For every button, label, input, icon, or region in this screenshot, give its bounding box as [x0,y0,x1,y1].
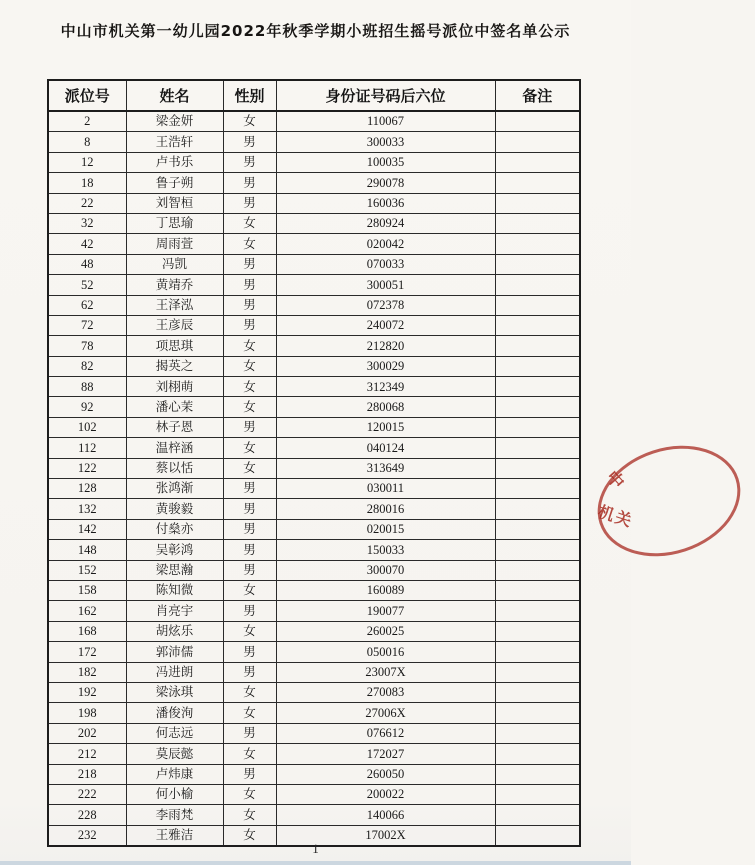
table-row [48,662,580,682]
cell-remark [495,173,580,193]
cell-name: 刘智桓 [126,193,223,213]
cell-name: 刘栩萌 [126,377,223,397]
cell-remark [495,784,580,804]
cell-gender: 男 [223,417,276,437]
table-row [48,336,580,356]
table-row [48,397,580,417]
table-row [48,193,580,213]
cell-lottery-number: 232 [48,825,126,846]
cell-gender: 男 [223,519,276,539]
table-row [48,540,580,560]
cell-name: 蔡以恬 [126,458,223,478]
cell-remark [495,438,580,458]
cell-lottery-number: 168 [48,621,126,641]
cell-id-last-six: 110067 [276,111,495,132]
cell-gender: 女 [223,703,276,723]
cell-name: 王雅洁 [126,825,223,846]
cell-gender: 男 [223,560,276,580]
cell-id-last-six: 070033 [276,254,495,274]
cell-name: 冯进朗 [126,662,223,682]
cell-remark [495,703,580,723]
cell-gender: 男 [223,723,276,743]
cell-remark [495,356,580,376]
cell-gender: 男 [223,315,276,335]
cell-remark [495,519,580,539]
table-row [48,132,580,152]
cell-remark [495,111,580,132]
cell-gender: 女 [223,111,276,132]
cell-id-last-six: 100035 [276,152,495,172]
cell-id-last-six: 260025 [276,621,495,641]
header-gender: 性别 [223,80,276,111]
cell-name: 冯凯 [126,254,223,274]
cell-name: 林子恩 [126,417,223,437]
cell-gender: 男 [223,132,276,152]
cell-lottery-number: 212 [48,744,126,764]
table-row [48,764,580,784]
cell-gender: 男 [223,499,276,519]
table-row [48,377,580,397]
cell-remark [495,377,580,397]
table-row [48,479,580,499]
table-row [48,601,580,621]
cell-id-last-six: 280016 [276,499,495,519]
table-row [48,642,580,662]
cell-remark [495,723,580,743]
cell-id-last-six: 150033 [276,540,495,560]
table-row [48,458,580,478]
cell-id-last-six: 050016 [276,642,495,662]
cell-id-last-six: 076612 [276,723,495,743]
cell-lottery-number: 92 [48,397,126,417]
cell-name: 陈知微 [126,580,223,600]
cell-name: 王彦辰 [126,315,223,335]
table-row [48,275,580,295]
cell-remark [495,479,580,499]
cell-lottery-number: 62 [48,295,126,315]
cell-gender: 女 [223,458,276,478]
cell-gender: 女 [223,213,276,233]
cell-gender: 男 [223,173,276,193]
cell-name: 卢书乐 [126,152,223,172]
cell-gender: 女 [223,336,276,356]
cell-lottery-number: 42 [48,234,126,254]
cell-lottery-number: 48 [48,254,126,274]
cell-remark [495,417,580,437]
cell-id-last-six: 160036 [276,193,495,213]
table-row [48,315,580,335]
cell-gender: 男 [223,479,276,499]
document-title: 中山市机关第一幼儿园2022年秋季学期小班招生摇号派位中签名单公示 [60,22,571,40]
cell-id-last-six: 280068 [276,397,495,417]
cell-name: 温梓涵 [126,438,223,458]
cell-id-last-six: 23007X [276,662,495,682]
cell-gender: 女 [223,397,276,417]
cell-name: 潘心茉 [126,397,223,417]
cell-lottery-number: 122 [48,458,126,478]
cell-id-last-six: 312349 [276,377,495,397]
header-lottery-number: 派位号 [48,80,126,111]
cell-lottery-number: 152 [48,560,126,580]
cell-gender: 女 [223,234,276,254]
cell-remark [495,580,580,600]
cell-gender: 女 [223,744,276,764]
cell-gender: 男 [223,254,276,274]
table-row [48,295,580,315]
cell-id-last-six: 280924 [276,213,495,233]
cell-id-last-six: 290078 [276,173,495,193]
cell-remark [495,662,580,682]
cell-remark [495,295,580,315]
cell-remark [495,315,580,335]
cell-name: 吴彰鸿 [126,540,223,560]
red-seal-text-top: 中 [601,467,628,494]
table-row [48,723,580,743]
cell-gender: 男 [223,642,276,662]
cell-name: 揭英之 [126,356,223,376]
cell-name: 莫辰懿 [126,744,223,764]
cell-remark [495,397,580,417]
cell-remark [495,764,580,784]
cell-id-last-six: 120015 [276,417,495,437]
table-row [48,560,580,580]
table-row [48,356,580,376]
cell-id-last-six: 300051 [276,275,495,295]
cell-id-last-six: 140066 [276,805,495,825]
cell-lottery-number: 132 [48,499,126,519]
cell-lottery-number: 8 [48,132,126,152]
cell-lottery-number: 52 [48,275,126,295]
cell-id-last-six: 020042 [276,234,495,254]
cell-name: 梁泳琪 [126,682,223,702]
cell-name: 周雨萱 [126,234,223,254]
scan-edge-strip [0,861,631,865]
cell-name: 郭沛儒 [126,642,223,662]
cell-remark [495,132,580,152]
cell-gender: 男 [223,275,276,295]
cell-lottery-number: 18 [48,173,126,193]
cell-gender: 男 [223,152,276,172]
table-row [48,111,580,132]
cell-id-last-six: 260050 [276,764,495,784]
cell-remark [495,621,580,641]
cell-gender: 女 [223,805,276,825]
header-remark: 备注 [495,80,580,111]
cell-lottery-number: 12 [48,152,126,172]
table-row [48,805,580,825]
cell-name: 付燊亦 [126,519,223,539]
cell-lottery-number: 128 [48,479,126,499]
table-row [48,173,580,193]
cell-remark [495,275,580,295]
table-row [48,784,580,804]
cell-lottery-number: 22 [48,193,126,213]
page-number: 1 [312,841,319,856]
cell-name: 黄骏毅 [126,499,223,519]
cell-lottery-number: 198 [48,703,126,723]
cell-id-last-six: 020015 [276,519,495,539]
cell-lottery-number: 172 [48,642,126,662]
cell-remark [495,193,580,213]
table-row [48,254,580,274]
table-row [48,682,580,702]
cell-name: 项思琪 [126,336,223,356]
cell-gender: 女 [223,621,276,641]
cell-id-last-six: 212820 [276,336,495,356]
table-row [48,152,580,172]
cell-id-last-six: 190077 [276,601,495,621]
cell-remark [495,540,580,560]
table-row [48,417,580,437]
cell-lottery-number: 148 [48,540,126,560]
cell-id-last-six: 17002X [276,825,495,846]
cell-remark [495,213,580,233]
cell-gender: 女 [223,682,276,702]
cell-lottery-number: 222 [48,784,126,804]
header-id-last-six: 身份证号码后六位 [276,80,495,111]
table-header-row [48,80,580,111]
table-row [48,580,580,600]
table-row [48,621,580,641]
cell-lottery-number: 162 [48,601,126,621]
cell-lottery-number: 2 [48,111,126,132]
cell-remark [495,234,580,254]
cell-name: 黄靖乔 [126,275,223,295]
table-row [48,744,580,764]
cell-id-last-six: 040124 [276,438,495,458]
cell-id-last-six: 200022 [276,784,495,804]
header-name: 姓名 [126,80,223,111]
cell-remark [495,744,580,764]
cell-gender: 男 [223,764,276,784]
cell-id-last-six: 313649 [276,458,495,478]
cell-remark [495,254,580,274]
cell-id-last-six: 300029 [276,356,495,376]
table-row [48,519,580,539]
cell-lottery-number: 112 [48,438,126,458]
cell-gender: 女 [223,377,276,397]
cell-name: 肖亮宇 [126,601,223,621]
table-row [48,703,580,723]
cell-gender: 女 [223,356,276,376]
cell-lottery-number: 218 [48,764,126,784]
cell-remark [495,458,580,478]
cell-gender: 女 [223,825,276,846]
cell-lottery-number: 228 [48,805,126,825]
table-row [48,438,580,458]
cell-name: 鲁子朔 [126,173,223,193]
cell-name: 丁思瑜 [126,213,223,233]
cell-remark [495,560,580,580]
cell-remark [495,499,580,519]
cell-remark [495,805,580,825]
cell-id-last-six: 300070 [276,560,495,580]
cell-lottery-number: 158 [48,580,126,600]
cell-lottery-number: 32 [48,213,126,233]
cell-lottery-number: 182 [48,662,126,682]
cell-gender: 女 [223,580,276,600]
cell-id-last-six: 072378 [276,295,495,315]
cell-id-last-six: 270083 [276,682,495,702]
cell-remark [495,152,580,172]
cell-lottery-number: 72 [48,315,126,335]
cell-lottery-number: 202 [48,723,126,743]
cell-name: 王浩轩 [126,132,223,152]
cell-gender: 女 [223,438,276,458]
cell-id-last-six: 172027 [276,744,495,764]
red-seal-text-bottom: 机关 [595,501,636,532]
cell-remark [495,601,580,621]
table-row [48,499,580,519]
cell-remark [495,642,580,662]
cell-lottery-number: 142 [48,519,126,539]
cell-id-last-six: 300033 [276,132,495,152]
cell-name: 何志远 [126,723,223,743]
cell-id-last-six: 240072 [276,315,495,335]
cell-id-last-six: 160089 [276,580,495,600]
cell-gender: 男 [223,540,276,560]
table-row [48,234,580,254]
cell-gender: 男 [223,295,276,315]
cell-remark [495,336,580,356]
cell-lottery-number: 88 [48,377,126,397]
cell-name: 胡炫乐 [126,621,223,641]
cell-name: 潘俊洵 [126,703,223,723]
table-row [48,213,580,233]
cell-name: 梁思瀚 [126,560,223,580]
cell-gender: 男 [223,601,276,621]
cell-lottery-number: 78 [48,336,126,356]
cell-id-last-six: 030011 [276,479,495,499]
cell-name: 李雨梵 [126,805,223,825]
cell-lottery-number: 82 [48,356,126,376]
cell-gender: 男 [223,662,276,682]
cell-name: 王泽泓 [126,295,223,315]
cell-gender: 女 [223,784,276,804]
roster-table [47,79,581,847]
cell-remark [495,682,580,702]
cell-name: 何小榆 [126,784,223,804]
cell-gender: 男 [223,193,276,213]
cell-name: 张鸿渐 [126,479,223,499]
cell-name: 梁金妍 [126,111,223,132]
cell-lottery-number: 102 [48,417,126,437]
cell-id-last-six: 27006X [276,703,495,723]
cell-name: 卢炜康 [126,764,223,784]
cell-lottery-number: 192 [48,682,126,702]
